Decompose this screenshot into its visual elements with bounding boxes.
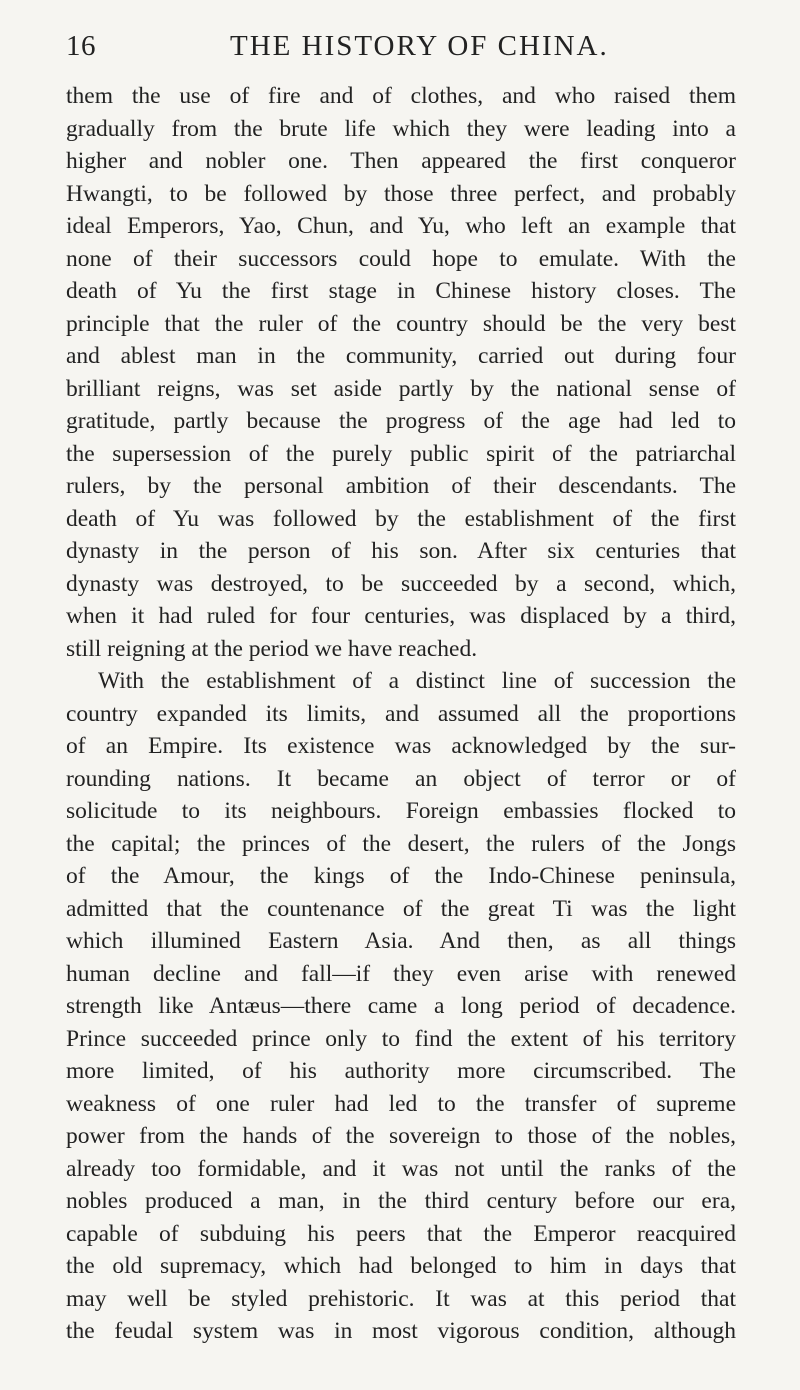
running-head: THE HISTORY OF CHINA. — [230, 30, 609, 62]
text-line: principle that the ruler of the country should be the very best — [66, 310, 736, 337]
text-line: weakness of one ruler had led to the transfer of supreme — [66, 1090, 736, 1117]
page-number: 16 — [66, 30, 96, 62]
text-line: gradually from the brute life which they were leading into a — [66, 115, 736, 142]
text-line: death of Yu the first stage in Chinese history closes. The — [66, 278, 736, 304]
text-line: capable of subduing his peers that the Emperor reacquired — [66, 1220, 736, 1247]
text-line: and ablest man in the community, carried out during four — [66, 343, 736, 369]
text-line: rounding nations. It became an object of terror or of — [66, 765, 736, 792]
text-line: of the Amour, the kings of the Indo-Chinese peninsula, — [66, 863, 736, 889]
text-line: higher and nobler one. Then appeared the first conqueror — [66, 148, 736, 174]
text-line: the old supremacy, which had belonged to him in days that — [66, 1253, 736, 1279]
text-line: solicitude to its neighbours. Foreign embassies flocked to — [66, 798, 736, 824]
text-line: the capital; the princes of the desert, the rulers of the Jongs — [66, 830, 736, 857]
text-line: strength like Antæus—there came a long period of decadence. — [66, 993, 736, 1019]
text-line: Prince succeeded prince only to find the extent of his territory — [66, 1025, 736, 1052]
text-line: already too formidable, and it was not until the ranks of the — [66, 1155, 736, 1182]
paragraph-start-line: With the establishment of a distinct line of succession the — [98, 668, 736, 694]
text-line: of an Empire. Its existence was acknowledged by the sur- — [66, 733, 736, 759]
text-line: more limited, of his authority more circumscribed. The — [66, 1058, 736, 1084]
text-line: ideal Emperors, Yao, Chun, and Yu, who left an example that — [66, 213, 736, 239]
text-line: the supersession of the purely public spirit of the patriarchal — [66, 440, 736, 467]
text-line: brilliant reigns, was set aside partly by the national sense of — [66, 375, 736, 402]
text-line: Hwangti, to be followed by those three perfect, and probably — [66, 180, 736, 207]
text-line: death of Yu was followed by the establishment of the first — [66, 505, 736, 532]
text-line: gratitude, partly because the progress of the age had led to — [66, 408, 736, 434]
text-line: the feudal system was in most vigorous condition, although — [66, 1318, 736, 1344]
text-line: country expanded its limits, and assumed all the proportions — [66, 700, 736, 727]
text-line: human decline and fall—if they even arise with renewed — [66, 960, 736, 987]
text-line: dynasty was destroyed, to be succeeded by a second, which, — [66, 570, 736, 597]
text-line: admitted that the countenance of the great Ti was the light — [66, 895, 736, 922]
text-line: which illumined Eastern Asia. And then, as all things — [66, 928, 736, 954]
page-header — [66, 30, 736, 66]
text-line: dynasty in the person of his son. After six centuries that — [66, 538, 736, 564]
text-line: nobles produced a man, in the third century before our era, — [66, 1188, 736, 1214]
text-line: rulers, by the personal ambition of their descendants. The — [66, 473, 736, 499]
text-line: power from the hands of the sovereign to those of the nobles, — [66, 1123, 736, 1149]
paragraph-end-line: still reigning at the period we have reached. — [66, 635, 478, 662]
text-line: when it had ruled for four centuries, was displaced by a third, — [66, 603, 736, 629]
body-text — [66, 80, 736, 1348]
text-line: may well be styled prehistoric. It was at this period that — [66, 1285, 736, 1312]
text-line: none of their successors could hope to emulate. With the — [66, 245, 736, 272]
text-line: them the use of fire and of clothes, and who raised them — [66, 83, 736, 109]
